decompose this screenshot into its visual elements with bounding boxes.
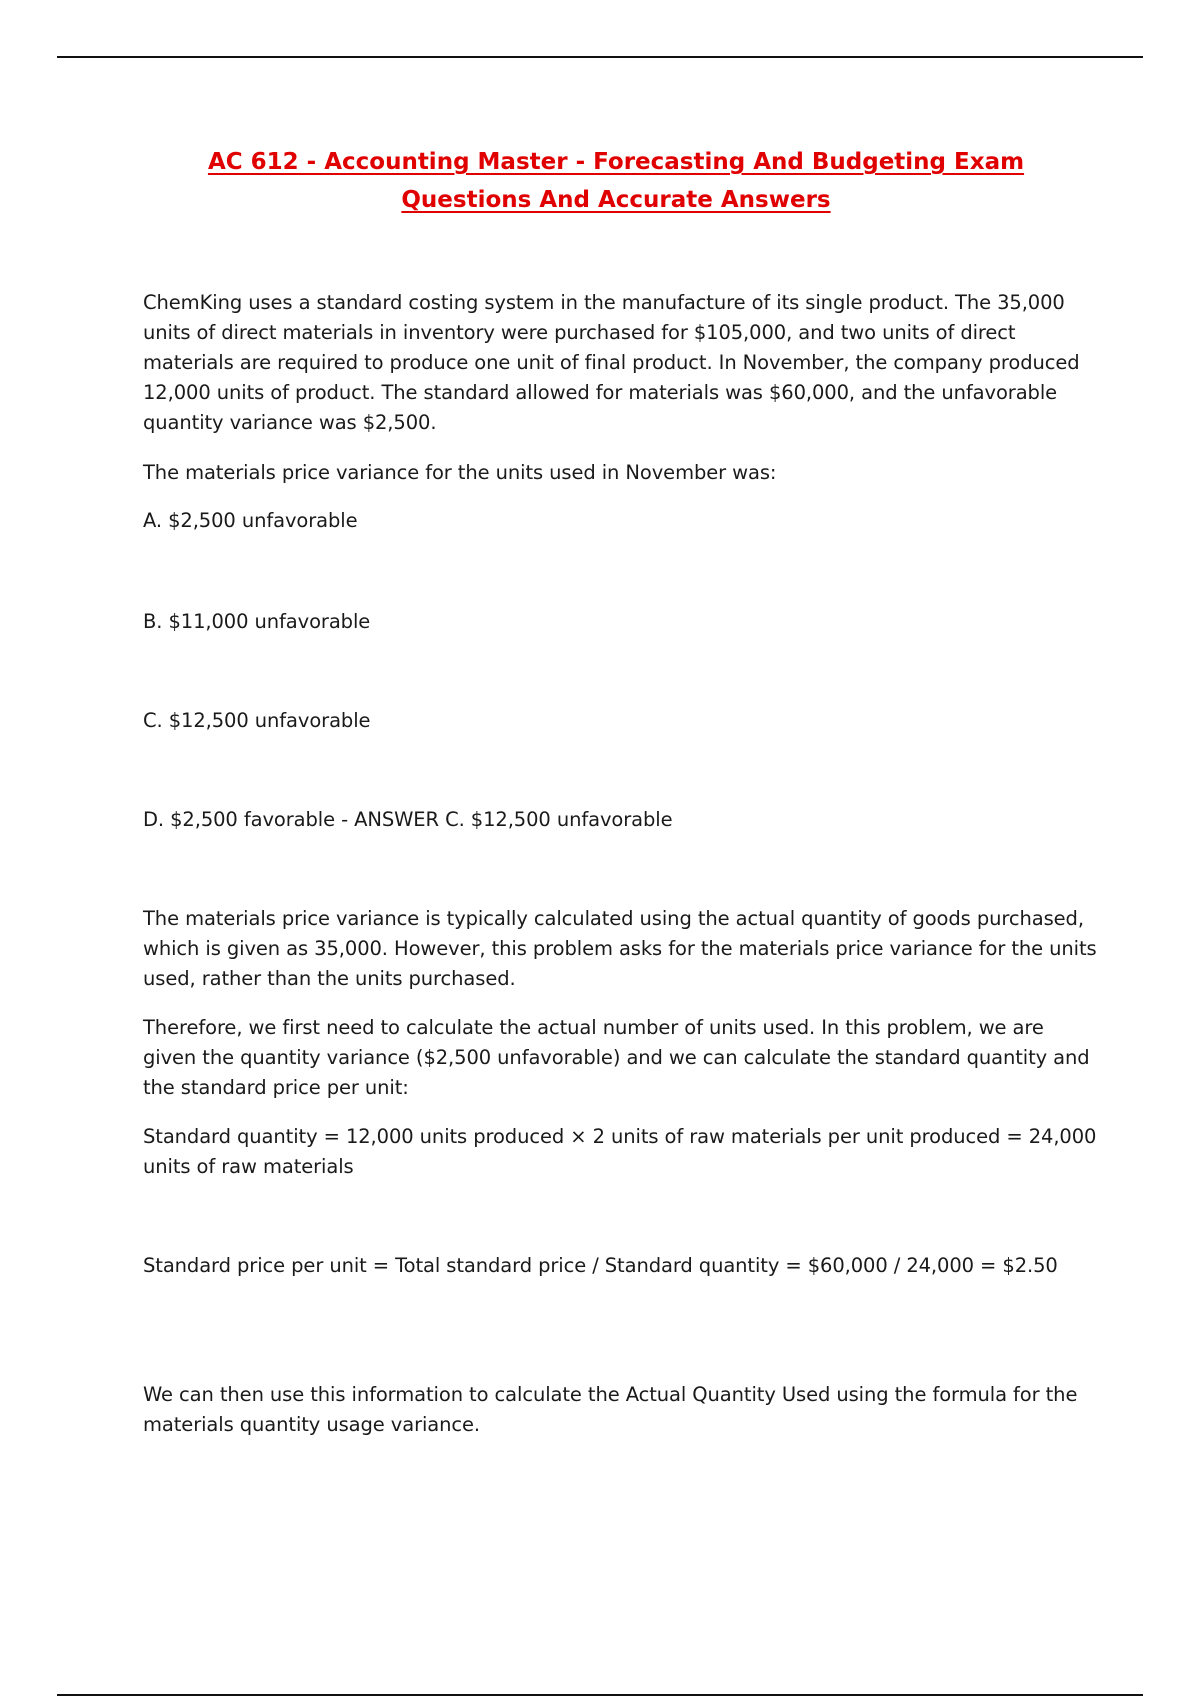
question-prompt: The materials price variance for the units used in November was: <box>143 461 777 484</box>
document-title <box>0 143 1200 219</box>
explanation-paragraph-2: Therefore, we first need to calculate the actual number of units used. In this problem, we are given the quantity variance ($2,500 unfavorable) and we can calculate the standard quantity and the standard price per unit: <box>143 1016 1090 1099</box>
standard-quantity-formula: Standard quantity = 12,000 units produced × 2 units of raw materials per unit produced = 24,000 units of raw materials <box>143 1125 1097 1178</box>
title-line-1: AC 612 - Accounting Master - Forecasting And Budgeting Exam <box>207 149 1025 175</box>
option-a: A. $2,500 unfavorable <box>143 509 358 532</box>
header-rule <box>57 56 1143 58</box>
option-c: C. $12,500 unfavorable <box>143 709 371 732</box>
explanation-paragraph-3: We can then use this information to calculate the Actual Quantity Used using the formula for the materials quantity usage variance. <box>143 1383 1078 1436</box>
title-line-2: Questions And Accurate Answers <box>401 187 831 213</box>
footer-rule <box>57 1694 1143 1696</box>
question-stem: ChemKing uses a standard costing system in the manufacture of its single product. The 35,000 units of direct materials in inventory were purchased for $105,000, and two units of direct materials are required to produce one unit of final product. In November, the company produced 12,000 units of product. The standard allowed for materials was $60,000, and the unfavorable quantity variance was $2,500. <box>143 291 1080 434</box>
explanation-paragraph-1: The materials price variance is typically calculated using the actual quantity of goods purchased, which is given as 35,000. However, this problem asks for the materials price variance for the units used, rather than the units purchased. <box>143 907 1097 990</box>
option-d-answer: D. $2,500 favorable - ANSWER C. $12,500 unfavorable <box>143 808 673 831</box>
option-b: B. $11,000 unfavorable <box>143 610 371 633</box>
standard-price-formula: Standard price per unit = Total standard price / Standard quantity = $60,000 / 24,000 = $2.50 <box>143 1254 1058 1277</box>
